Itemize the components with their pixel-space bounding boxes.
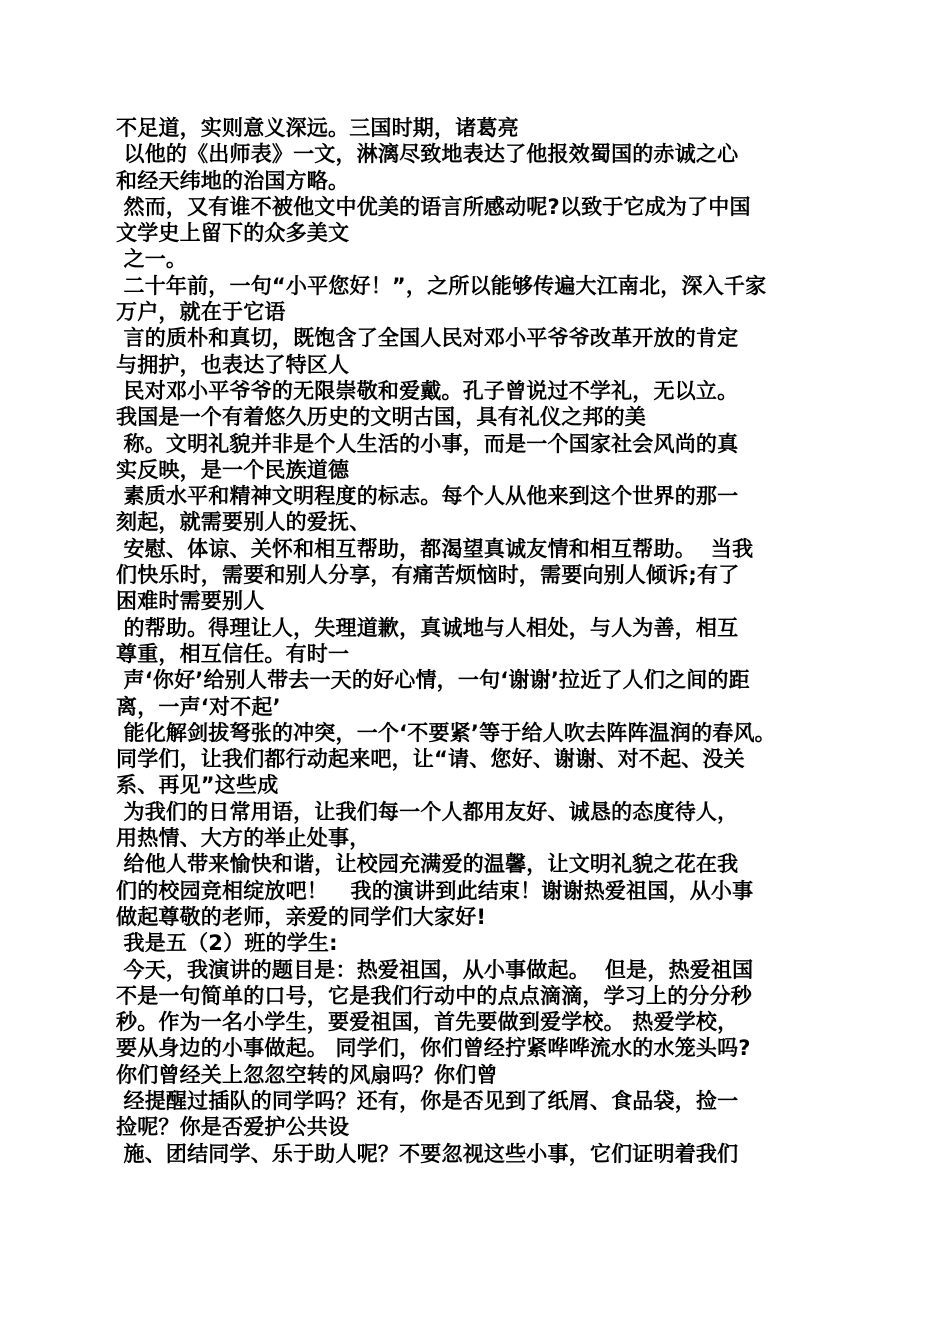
text-line: 今天，我演讲的题目是：热爱祖国，从小事做起。 但是，热爱祖国 <box>116 957 754 982</box>
text-line: 然而，又有谁不被他文中优美的语言所感动呢?以致于它成为了中国 <box>116 194 751 219</box>
text-line: 经提醒过插队的同学吗？还有，你是否见到了纸屑、食品袋，捡一 <box>116 1088 739 1113</box>
text-line: 尊重，相互信任。有时一 <box>116 641 350 666</box>
text-line: 素质水平和精神文明程度的标志。每个人从他来到这个世界的那一 <box>116 484 739 509</box>
text-line: 称。文明礼貌并非是个人生活的小事，而是一个国家社会风尚的真 <box>116 431 739 456</box>
text-line: 以他的《出师表》一文，淋漓尽致地表达了他报效蜀国的赤诚之心 <box>116 142 739 167</box>
text-line: 用热情、大方的举止处事， <box>116 826 371 851</box>
text-line: 二十年前，一句“小平您好！”，之所以能够传遍大江南北，深入千家 <box>116 273 767 298</box>
text-line: 要从身边的小事做起。 同学们，你们曾经拧紧哗哗流水的水笼头吗? <box>116 1036 751 1061</box>
text-line: 和经天纬地的治国方略。 <box>116 168 350 193</box>
text-line: 刻起，就需要别人的爱抚、 <box>116 510 371 535</box>
text-line: 同学们，让我们都行动起来吧，让“请、您好、谢谢、对不起、没关 <box>116 747 745 772</box>
text-line: 之一。 <box>116 247 188 272</box>
text-line: 能化解剑拔弩张的冲突，一个‘不要紧’等于给人吹去阵阵温润的春风。 <box>116 720 776 745</box>
text-line: 做起尊敬的老师，亲爱的同学们大家好! <box>116 904 487 929</box>
text-line: 我国是一个有着悠久历史的文明古国，具有礼仪之邦的美 <box>116 405 646 430</box>
text-line: 与拥护，也表达了特区人 <box>116 352 350 377</box>
text-line: 们的校园竞相绽放吧！ 我的演讲到此结束！谢谢热爱祖国，从小事 <box>116 878 754 903</box>
speech-text-body <box>116 115 846 1167</box>
text-line: 离，一声‘对不起’ <box>116 694 281 719</box>
text-line: 实反映，是一个民族道德 <box>116 457 350 482</box>
text-line: 民对邓小平爷爷的无限崇敬和爱戴。孔子曾说过不学礼，无以立。 <box>116 378 739 403</box>
text-line: 捡呢？你是否爱护公共设 <box>116 1115 350 1140</box>
text-line: 不足道，实则意义深远。三国时期，诸葛亮 <box>116 116 519 140</box>
text-line: 文学史上留下的众多美文 <box>116 221 350 246</box>
text-line: 们快乐时，需要和别人分享，有痛苦烦恼时，需要向别人倾诉;有了 <box>116 563 740 588</box>
text-line: 安慰、体谅、关怀和相互帮助，都渴望真诚友情和相互帮助。 当我 <box>116 536 754 561</box>
text-line: 系、再见”这些成 <box>116 773 279 798</box>
text-line: 万户，就在于它语 <box>116 300 286 325</box>
text-line: 困难时需要别人 <box>116 589 265 614</box>
text-line: 不是一句简单的口号，它是我们行动中的点点滴滴，学习上的分分秒 <box>116 983 752 1008</box>
text-line: 的帮助。得理让人，失理道歉，真诚地与人相处，与人为善，相互 <box>116 615 739 640</box>
text-line: 你们曾经关上忽忽空转的风扇吗？你们曾 <box>116 1062 498 1087</box>
text-line: 为我们的日常用语，让我们每一个人都用友好、诚恳的态度待人， <box>116 799 739 824</box>
text-line: 言的质朴和真切，既饱含了全国人民对邓小平爷爷改革开放的肯定 <box>116 326 739 351</box>
text-line: 我是五（2）班的学生: <box>116 931 338 956</box>
text-line: 声‘你好’给别人带去一天的好心情，一句‘谢谢’拉近了人们之间的距 <box>116 668 750 693</box>
text-line: 秒。作为一名小学生，要爱祖国，首先要做到爱学校。 热爱学校， <box>116 1010 739 1035</box>
text-line: 给他人带来愉快和谐，让校园充满爱的温馨，让文明礼貌之花在我 <box>116 852 739 877</box>
text-line: 施、团结同学、乐于助人呢？不要忽视这些小事，它们证明着我们 <box>116 1141 739 1166</box>
